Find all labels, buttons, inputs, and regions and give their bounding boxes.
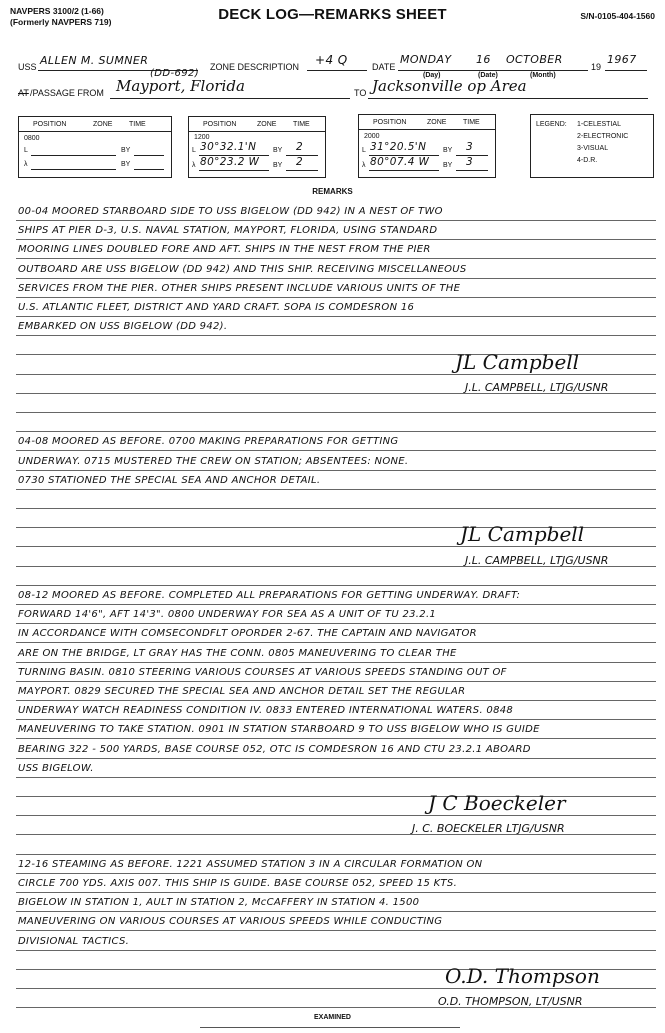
ruled-line (16, 642, 656, 643)
remark-line: EMBARKED ON USS BIGELOW (DD 942). (18, 321, 228, 333)
remark-line: CIRCLE 700 YDS. AXIS 007. THIS SHIP IS GUIDE. BASE COURSE 052, SPEED 15 KTS. (18, 878, 458, 889)
remark-line: IN ACCORDANCE WITH COMSECONDFLT OPORDER 2-67. THE CAPTAIN AND NAVIGATOR (18, 628, 477, 640)
date-field[interactable] (398, 50, 588, 71)
remark-line: ARE ON THE BRIDGE, LT GRAY HAS THE CONN. 0805 MANEUVERING TO CLEAR THE (18, 647, 457, 659)
ruled-line (16, 546, 656, 547)
legend-item: 2-ELECTRONIC (577, 133, 629, 140)
legend-item: 1-CELESTIAL (577, 121, 621, 128)
year-prefix: 19 (591, 62, 602, 72)
remark-line: MOORING LINES DOUBLED FORE AND AFT. SHIPS IN THE NEST FROM THE PIER (18, 244, 431, 256)
zone-description-value: +4 Q (315, 53, 348, 67)
position-lat-field[interactable] (31, 145, 116, 156)
position-time: 2000 (364, 133, 380, 140)
remark-line: 08-12 MOORED AS BEFORE. COMPLETED ALL PREPARATIONS FOR GETTING UNDERWAY. DRAFT: (18, 590, 521, 601)
ruled-line (16, 758, 656, 759)
ruled-line (16, 220, 656, 221)
ruled-line (16, 777, 656, 778)
ruled-line (16, 854, 656, 855)
year-field[interactable] (605, 50, 647, 71)
date-date: 16 (476, 53, 491, 66)
handwritten-signature: J C Boeckeler (428, 791, 566, 816)
ruled-line (16, 374, 656, 375)
ruled-line (16, 930, 656, 931)
ruled-line (16, 239, 656, 240)
position-lon-value: 80°07.4 W (370, 156, 430, 168)
ruled-line (16, 585, 656, 586)
remark-line: SHIPS AT PIER D-3, U.S. NAVAL STATION, MAYPORT, FLORIDA, USING STANDARD (18, 225, 438, 237)
remark-line: MANEUVERING ON VARIOUS COURSES AT VARIOUS SPEEDS WHILE CONDUCTING (18, 916, 443, 928)
position-lat-value: 30°32.1'N (200, 141, 257, 153)
at-label: AT (18, 88, 29, 98)
remark-line: 04-08 MOORED AS BEFORE. 0700 MAKING PREPARATIONS FOR GETTING (18, 436, 399, 448)
handwritten-signature: O.D. Thompson (445, 964, 600, 988)
remark-line: 00-04 MOORED STARBOARD SIDE TO USS BIGELOW (DD 942) IN A NEST OF TWO (18, 206, 443, 217)
position-lon-field[interactable] (199, 157, 269, 171)
ruled-line (16, 623, 656, 624)
day-caption: (Day) (423, 72, 441, 79)
ruled-line (16, 335, 656, 336)
position-lon-value: 80°23.2 W (200, 156, 260, 168)
form-former-number: (Formerly NAVPERS 719) (10, 17, 112, 27)
remark-line: MANEUVERING TO TAKE STATION. 0901 IN STATION STARBOARD 9 TO USS BIGELOW WHO IS GUIDE (18, 724, 540, 736)
remark-line: 0730 STATIONED THE SPECIAL SEA AND ANCHOR DETAIL. (18, 474, 321, 486)
date-label: DATE (372, 62, 396, 72)
ruled-line (16, 489, 656, 490)
ruled-line (16, 700, 656, 701)
examined-label: EXAMINED (314, 1014, 351, 1021)
zone-description-label: ZONE DESCRIPTION (210, 62, 300, 72)
position-lon-by: 2 (296, 156, 304, 168)
position-lat-by-field[interactable] (286, 142, 318, 156)
passage-from-label: /PASSAGE FROM (30, 88, 104, 98)
position-lat-field[interactable] (369, 142, 439, 156)
signer-name: J. C. BOECKELER LTJG/USNR (412, 822, 565, 836)
position-box-1200: POSITION ZONE TIME 1200 L 30°32.1'N BY 2 λ 80°23.2 W BY 2 (188, 116, 326, 178)
passage-from-value: Mayport, Florida (116, 77, 245, 95)
ruled-line (16, 450, 656, 451)
month-caption: (Month) (530, 72, 556, 79)
ruled-line (16, 431, 656, 432)
date-caption: (Date) (478, 72, 498, 79)
remark-line: BEARING 322 - 500 YARDS, BASE COURSE 052, OTC IS COMDESRON 16 AND CTU 23.2.1 ABOARD (18, 743, 531, 755)
handwritten-signature: JL Campbell (460, 522, 585, 547)
legend-title: LEGEND: (536, 121, 567, 128)
passage-to-label: TO (354, 88, 367, 98)
ruled-line (16, 508, 656, 509)
remark-line: USS BIGELOW. (18, 762, 94, 774)
remark-line: OUTBOARD ARE USS BIGELOW (DD 942) AND THIS SHIP. RECEIVING MISCELLANEOUS (18, 263, 467, 275)
year-value: 1967 (607, 53, 637, 66)
ruled-line (16, 815, 656, 816)
position-lon-by-field[interactable] (134, 159, 164, 170)
position-lon-by: 3 (466, 156, 474, 168)
form-number: NAVPERS 3100/2 (1-66) (10, 6, 104, 16)
remark-line: MAYPORT. 0829 SECURED THE SPECIAL SEA AND ANCHOR DETAIL SET THE REGULAR (18, 686, 466, 697)
date-day: MONDAY (400, 53, 452, 66)
position-lon-field[interactable] (369, 157, 439, 171)
position-time: 0800 (24, 135, 40, 142)
signer-name: J.L. CAMPBELL, LTJG/USNR (465, 380, 609, 394)
signer-name: O.D. THOMPSON, LT/USNR (438, 995, 583, 1009)
ruled-line (16, 470, 656, 471)
remark-line: SERVICES FROM THE PIER. OTHER SHIPS PRESENT INCLUDE VARIOUS UNITS OF THE (18, 282, 461, 294)
ruled-line (16, 297, 656, 298)
position-lat-field[interactable] (199, 142, 269, 156)
ruled-line (16, 316, 656, 317)
remark-line: UNDERWAY. 0715 MUSTERED THE CREW ON STATION; ABSENTEES: NONE. (18, 455, 409, 467)
remark-line: UNDERWAY WATCH READINESS CONDITION IV. 0833 ENTERED INTERNATIONAL WATERS. 0848 (18, 705, 514, 717)
position-lon-field[interactable] (31, 159, 116, 170)
position-lat-by: 2 (296, 141, 304, 153)
position-lat-by-field[interactable] (134, 145, 164, 156)
ruled-line (16, 988, 656, 989)
remark-line: U.S. ATLANTIC FLEET, DISTRICT AND YARD CRAFT. SOPA IS COMDESRON 16 (18, 302, 415, 313)
ruled-line (16, 911, 656, 912)
remark-line: 12-16 STEAMING AS BEFORE. 1221 ASSUMED STATION 3 IN A CIRCULAR FORMATION ON (18, 858, 483, 870)
examined-signature-line (200, 1027, 460, 1028)
position-box-2000: POSITION ZONE TIME 2000 L 31°20.5'N BY 3 λ 80°07.4 W BY 3 (358, 114, 496, 178)
position-time: 1200 (194, 134, 210, 141)
legend-item: 3-VISUAL (577, 145, 609, 152)
stock-number: S/N-0105-404-1560 (580, 11, 655, 21)
ruled-line (16, 738, 656, 739)
hull-number: (DD-692) (150, 68, 200, 79)
ruled-line (16, 950, 656, 951)
remark-line: DIVISIONAL TACTICS. (18, 935, 130, 947)
passage-from-field[interactable] (110, 78, 350, 99)
position-lat-value: 31°20.5'N (370, 141, 427, 153)
legend-box (530, 114, 654, 178)
zone-description-field[interactable] (307, 50, 367, 71)
ruled-line (16, 873, 656, 874)
position-lon-by-field[interactable] (456, 157, 488, 171)
ruled-line (16, 681, 656, 682)
date-month: OCTOBER (506, 53, 563, 66)
page-title: DECK LOG—REMARKS SHEET (218, 6, 447, 23)
remarks-title: REMARKS (312, 187, 353, 196)
legend-item: 4-D.R. (577, 157, 598, 164)
ruled-line (16, 412, 656, 413)
position-box-0800: POSITION ZONE TIME 0800 L BY λ BY (18, 116, 172, 178)
signer-name: J.L. CAMPBELL, LTJG/USNR (465, 553, 609, 567)
position-lat-by-field[interactable] (456, 142, 488, 156)
position-lon-by-field[interactable] (286, 157, 318, 171)
remark-line: TURNING BASIN. 0810 STEERING VARIOUS COURSES AT VARIOUS SPEEDS STANDING OUT OF (18, 666, 507, 678)
ship-name: ALLEN M. SUMNER (40, 54, 149, 67)
position-lat-by: 3 (466, 141, 474, 153)
ruled-line (16, 892, 656, 893)
remark-line: FORWARD 14'6", AFT 14'3". 0800 UNDERWAY FOR SEA AS A UNIT OF TU 23.2.1 (18, 609, 437, 621)
remark-line: BIGELOW IN STATION 1, AULT IN STATION 2, McCAFFERY IN STATION 4. 1500 (18, 897, 420, 909)
passage-to-value: Jacksonville op Area (372, 77, 527, 95)
ruled-line (16, 604, 656, 605)
handwritten-signature: JL Campbell (455, 349, 580, 374)
passage-to-field[interactable] (368, 78, 648, 99)
ruled-line (16, 278, 656, 279)
ruled-line (16, 662, 656, 663)
ruled-line (16, 258, 656, 259)
ruled-line (16, 719, 656, 720)
uss-label: USS (18, 62, 37, 72)
